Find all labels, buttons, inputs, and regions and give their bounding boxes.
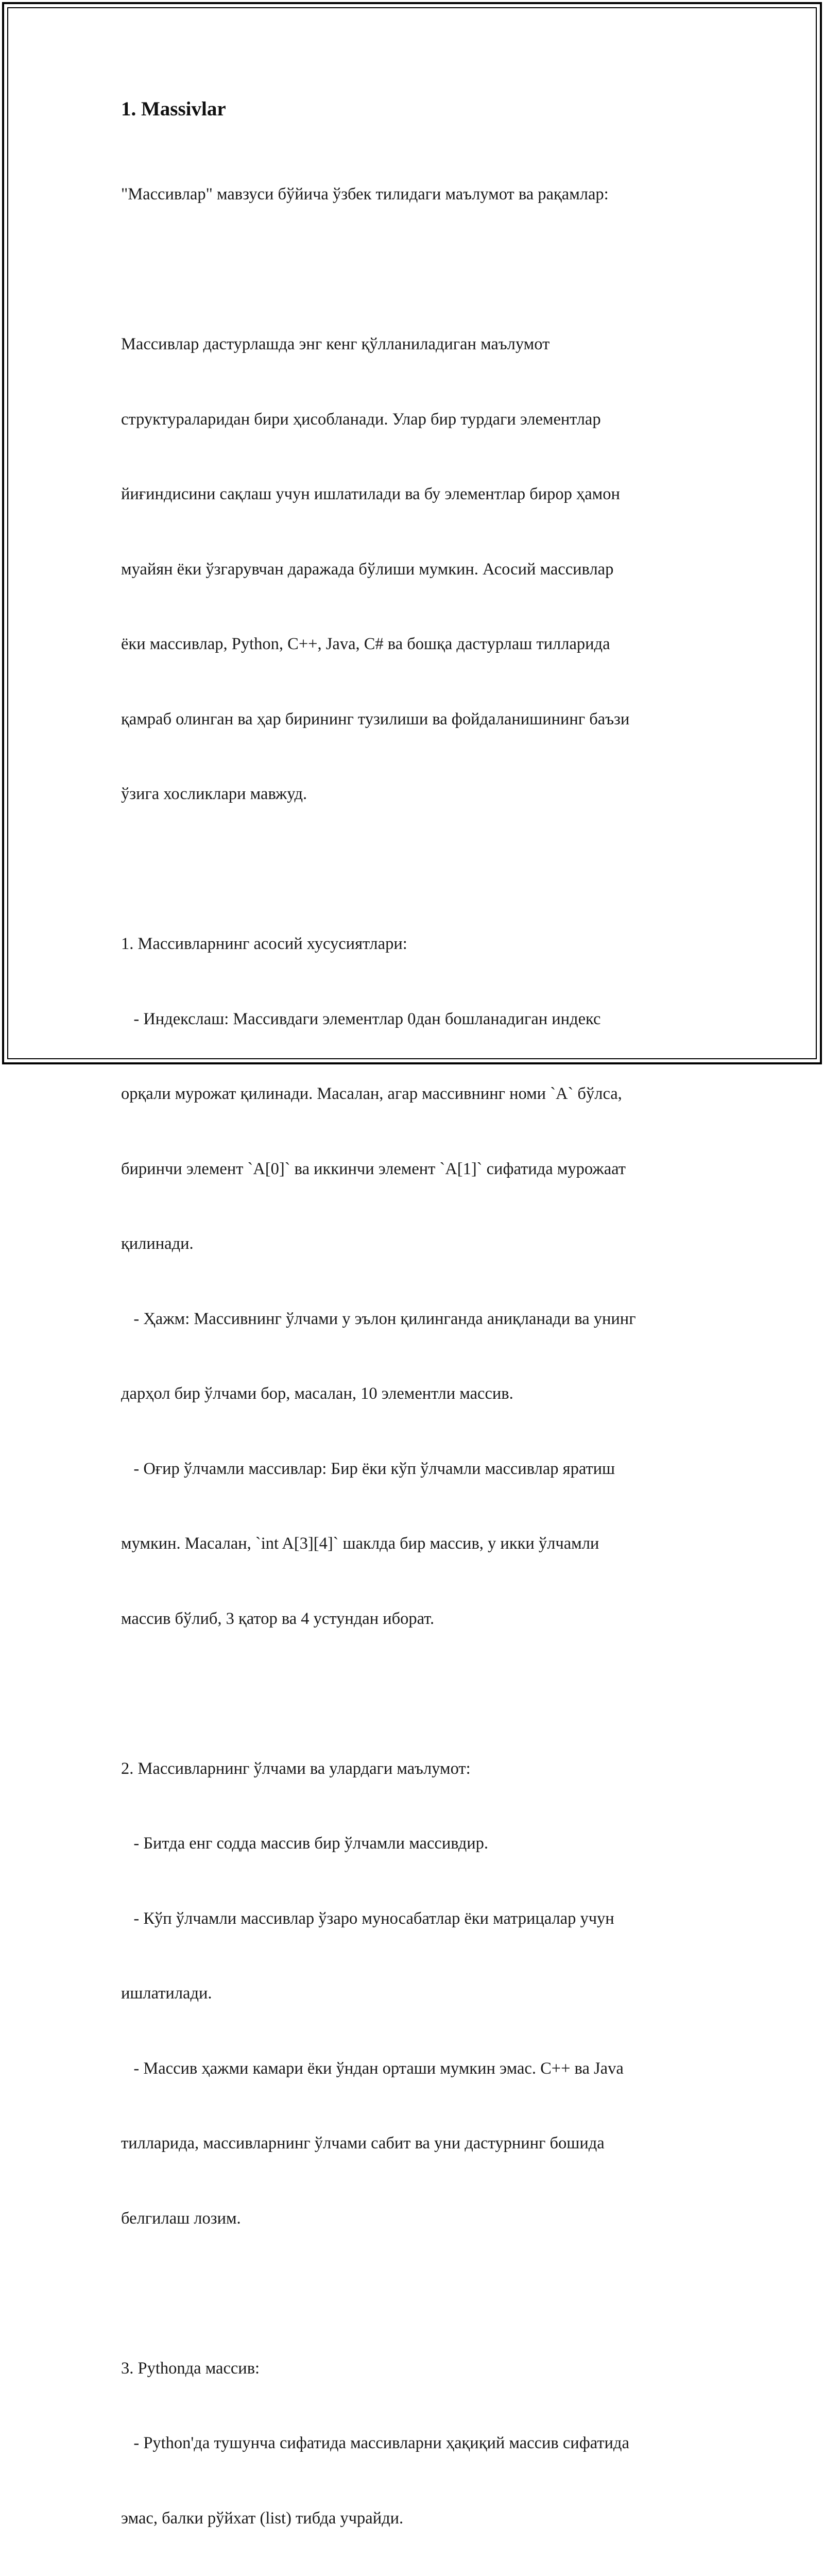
text-line: қамраб олинган ва ҳар бирининг тузилиши ва фойдаланишининг баъзи — [121, 709, 630, 728]
document-body — [121, 97, 713, 2576]
text-line: муайян ёки ўзгарувчан даражада бўлиши мумкин. Асосий массивлар — [121, 560, 614, 579]
text-line: массив бўлиб, 3 қатор ва 4 устундан иборат. — [121, 1609, 435, 1628]
text-line: дарҳол бир ўлчами бор, масалан, 10 элементли массив. — [121, 1384, 513, 1403]
text-line: йиғиндисини сақлаш учун ишлатилади ва бу элементлар бирор ҳамон — [121, 485, 620, 503]
text-line: Массивлар дастурлашда энг кенг қўлланиладиган маълумот — [121, 335, 550, 353]
text-line: - Ҳажм: Массивнинг ўлчами у эълон қилинганда аниқланади ва унинг — [121, 1309, 636, 1328]
text-line: - Кўп ўлчамли массивлар ўзаро муносабатлар ёки матрицалар учун — [121, 1909, 614, 1928]
text-line: ишлатилади. — [121, 1984, 212, 2003]
text-line: биринчи элемент `A[0]` ва иккинчи элемент `A[1]` сифатида мурожаат — [121, 1159, 626, 1178]
text-line — [121, 1681, 713, 1706]
text-line: тилларида, массивларнинг ўлчами сабит ва уни дастурнинг бошида — [121, 2134, 605, 2153]
document-text — [121, 132, 713, 2576]
text-line: орқали мурожат қилинади. Масалан, агар массивнинг номи `A` бўлса, — [121, 1084, 622, 1103]
text-line: - Индекслаш: Массивдаги элементлар 0дан бошланадиган индекс — [121, 1009, 601, 1028]
section-heading: 1. Massivlar — [121, 98, 226, 120]
text-line — [121, 257, 713, 282]
text-line: 2. Массивларнинг ўлчами ва улардаги маълумот: — [121, 1759, 471, 1778]
text-line: 3. Pythonда массив: — [121, 2359, 260, 2378]
text-line: ўзига хосликлари мавжуд. — [121, 785, 307, 803]
text-line — [121, 857, 713, 882]
text-line: - Python'да тушунча сифатида массивларни ҳақиқий массив сифатида — [121, 2434, 629, 2452]
text-line: - Битда енг содда массив бир ўлчамли массивдир. — [121, 1834, 489, 1853]
text-line: қилинади. — [121, 1234, 194, 1253]
text-line: мумкин. Масалан, `int A[3][4]` шаклда бир массив, у икки ўлчамли — [121, 1534, 599, 1553]
text-line: ёки массивлар, Python, C++, Java, C# ва бошқа дастурлаш тилларида — [121, 635, 610, 653]
text-line: - Оғир ўлчамли массивлар: Бир ёки кўп ўлчамли массивлар яратиш — [121, 1459, 615, 1478]
text-line: "Массивлар" мавзуси бўйича ўзбек тилидаги маълумот ва рақамлар: — [121, 185, 609, 204]
text-line: структураларидан бири ҳисобланади. Улар бир турдаги элементлар — [121, 410, 601, 429]
text-line: - Массив ҳажми камари ёки ўндан орташи мумкин эмас. C++ ва Java — [121, 2059, 624, 2078]
text-line: 1. Массивларнинг асосий хусусиятлари: — [121, 935, 407, 953]
text-line — [121, 2281, 713, 2306]
text-line: эмас, балки рўйхат (list) тибда учрайди. — [121, 2509, 404, 2528]
text-line: белгилаш лозим. — [121, 2209, 241, 2228]
